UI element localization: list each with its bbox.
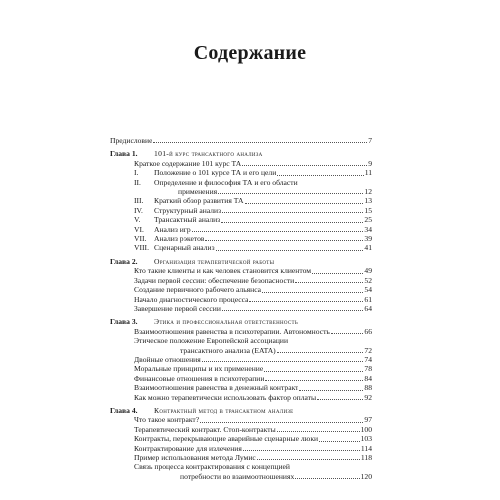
toc-entry-text xyxy=(134,285,261,294)
toc-entry xyxy=(110,415,372,424)
toc-entry-label: Взаимоотношения равенства в психотерапии. Автономность xyxy=(134,326,330,336)
toc-page-number: 118 xyxy=(360,453,372,462)
toc-entry-label: Трансактный анализ xyxy=(154,215,221,225)
toc-page-number: 7 xyxy=(368,136,372,145)
leader-dots xyxy=(221,222,363,223)
leader-dots xyxy=(218,193,363,194)
toc-entry xyxy=(110,462,372,471)
leader-dots xyxy=(216,250,364,251)
toc-entry xyxy=(110,187,372,196)
toc-entry-label: Пример использования метода Лумис xyxy=(134,453,256,462)
toc-entry-label: Определение и философия ТА и его области xyxy=(154,177,298,187)
toc-entry-text xyxy=(134,206,221,215)
toc-preface xyxy=(110,136,372,145)
toc-entry-label: Анализ рэкетов xyxy=(154,234,205,244)
toc-entry-text xyxy=(134,196,244,205)
leader-dots xyxy=(243,450,360,451)
leader-dots xyxy=(153,142,367,143)
toc-entry xyxy=(110,304,372,313)
leader-dots xyxy=(200,422,363,423)
leader-dots xyxy=(222,310,363,311)
toc-entry-text xyxy=(134,327,330,336)
toc-entry-text xyxy=(134,266,311,275)
toc-entry-label: Кто такие клиенты и как человек становится клиентом xyxy=(134,266,312,276)
toc-page-number: 64 xyxy=(364,303,372,313)
toc-entry-label: Сценарный анализ xyxy=(154,243,215,253)
roman-numeral: IV. xyxy=(134,205,143,215)
toc-entry xyxy=(110,215,372,224)
toc-chapter xyxy=(110,257,372,313)
leader-dots xyxy=(331,333,364,334)
toc-entry-text xyxy=(134,336,288,345)
toc-page-number: 72 xyxy=(364,345,372,355)
toc-entry-label: Структурный анализ xyxy=(154,205,222,215)
toc-entry-label: Как можно терапевтически использовать фактор оплаты xyxy=(134,392,317,402)
chapter-heading xyxy=(110,406,372,415)
toc-entry-text xyxy=(134,453,256,462)
toc-entry-label: Финансовые отношения в психотерапии xyxy=(134,373,265,383)
toc-entry-text xyxy=(134,374,264,383)
toc-entry-label: Двойные отношения xyxy=(134,354,201,364)
toc-entry xyxy=(110,374,372,383)
toc-entry-text xyxy=(134,415,199,424)
toc-entry-text xyxy=(134,295,248,304)
toc-entry-text xyxy=(134,215,220,224)
leader-dots xyxy=(205,240,363,241)
leader-dots xyxy=(295,282,363,283)
toc-entry xyxy=(110,472,372,481)
toc-entry-text xyxy=(134,168,276,177)
toc-page-number: 52 xyxy=(364,275,372,285)
toc-entry-label: Моральные принципы и их применение xyxy=(134,364,264,374)
toc-entry xyxy=(110,225,372,234)
toc-entry-text xyxy=(134,304,221,313)
toc-page-number: 34 xyxy=(364,224,372,234)
roman-numeral: II. xyxy=(134,177,141,187)
toc-page-number: 100 xyxy=(360,424,372,434)
toc-entry-label: Что такое контракт? xyxy=(134,415,200,425)
leader-dots xyxy=(277,175,363,176)
toc-page-number: 12 xyxy=(364,187,372,197)
toc-entry xyxy=(110,266,372,275)
toc-entry-text xyxy=(180,472,294,481)
toc-entry-label: потребности во взаимоотношениях xyxy=(180,471,295,481)
chapter-name: Контрактный метод в трансактном анализе xyxy=(154,405,294,415)
toc-chapter xyxy=(110,406,372,481)
toc-page-number: 88 xyxy=(364,383,372,393)
page-title: Содержание xyxy=(193,42,307,64)
toc-entry-label: Терапевтический контракт. Стоп-контракты xyxy=(134,424,276,434)
toc-entry xyxy=(110,168,372,177)
toc-page-number: 9 xyxy=(368,158,372,168)
toc-entry-label: применения xyxy=(178,187,218,197)
toc-entry xyxy=(110,346,372,355)
toc-entry-text xyxy=(134,276,294,285)
leader-dots xyxy=(257,459,360,460)
chapter-label: Глава 2. xyxy=(110,256,138,266)
leader-dots xyxy=(295,478,359,479)
toc-page-number: 78 xyxy=(364,364,372,374)
toc-entry-text xyxy=(134,234,204,243)
roman-numeral: VII. xyxy=(134,234,147,244)
toc-entry-text xyxy=(134,434,318,443)
toc-entry xyxy=(110,206,372,215)
toc-entry xyxy=(110,234,372,243)
toc-entry-label: Связь процесса контрактирования с концепцией xyxy=(134,462,290,472)
toc-entry-label: Анализ игр xyxy=(154,224,191,234)
chapter-label: Глава 4. xyxy=(110,405,138,415)
toc-entry-text xyxy=(134,364,263,373)
leader-dots xyxy=(264,371,363,372)
toc-entry xyxy=(110,383,372,392)
chapter-label: Глава 1. xyxy=(110,149,138,159)
toc-page-number: 114 xyxy=(360,443,372,453)
chapter-name: Этика и профессиональная ответственность xyxy=(154,317,299,327)
toc-entry xyxy=(110,444,372,453)
toc-page-number: 120 xyxy=(360,471,372,481)
leader-dots xyxy=(299,390,363,391)
toc-page-number: 84 xyxy=(364,373,372,383)
toc-entry-text xyxy=(134,462,290,471)
leader-dots xyxy=(242,165,367,166)
toc-entry xyxy=(110,327,372,336)
toc-entry-text xyxy=(134,355,201,364)
toc-page-number: 41 xyxy=(364,243,372,253)
toc-page-number: 66 xyxy=(364,326,372,336)
chapter-heading xyxy=(110,317,372,326)
toc-entry-label: Завершение первой сессии xyxy=(134,303,221,313)
leader-dots xyxy=(319,441,360,442)
toc-entry-label: Положение о 101 курсе ТА и его цели xyxy=(154,168,277,178)
toc-page-number: 49 xyxy=(364,266,372,276)
leader-dots xyxy=(277,352,364,353)
toc-page-number: 15 xyxy=(364,205,372,215)
toc-chapter xyxy=(110,317,372,402)
roman-numeral: III. xyxy=(134,196,144,206)
toc-entry-text xyxy=(134,383,298,392)
toc-entry-text xyxy=(134,444,242,453)
toc-entry xyxy=(110,393,372,402)
toc-entry xyxy=(110,336,372,345)
toc-entry-label: Краткий обзор развития ТА xyxy=(154,196,244,206)
roman-numeral: I. xyxy=(134,168,139,178)
toc-entry xyxy=(110,196,372,205)
leader-dots xyxy=(317,399,363,400)
toc-entry-label: Этическое положение Европейской ассоциации xyxy=(134,336,289,346)
roman-numeral: VI. xyxy=(134,224,144,234)
toc-entry-text xyxy=(134,159,241,168)
chapter-heading xyxy=(110,149,372,158)
leader-dots xyxy=(249,301,363,302)
leader-dots xyxy=(245,203,364,204)
toc-entry-text xyxy=(134,178,298,187)
roman-numeral: VIII. xyxy=(134,243,149,253)
toc-entry xyxy=(110,285,372,294)
toc-page-number: 39 xyxy=(364,234,372,244)
chapter-heading xyxy=(110,257,372,266)
toc-entry-label: Начало диагностического процесса xyxy=(134,294,249,304)
leader-dots xyxy=(222,212,363,213)
toc-entry-label: трансактного анализа (EATA) xyxy=(180,345,276,355)
toc-entry xyxy=(110,159,372,168)
leader-dots xyxy=(265,380,363,381)
toc-page-number: 11 xyxy=(364,168,372,178)
leader-dots xyxy=(192,231,364,232)
toc-entry-label: Контракты, перекрывающие аварийные сценарные люки xyxy=(134,434,319,444)
leader-dots xyxy=(277,431,360,432)
toc-entry-text xyxy=(180,346,276,355)
toc-entry-label: Задачи первой сессии: обеспечение безопасности xyxy=(134,275,295,285)
toc-page-number: 61 xyxy=(364,294,372,304)
toc-page-number: 13 xyxy=(364,196,372,206)
leader-dots xyxy=(202,361,364,362)
leader-dots xyxy=(262,292,363,293)
toc-page-number: 103 xyxy=(360,434,372,444)
toc-entry-text xyxy=(134,425,276,434)
toc-page-number: 25 xyxy=(364,215,372,225)
toc-page-number: 97 xyxy=(364,415,372,425)
toc-entry-label: Взаимоотношения равенства в денежный контракт xyxy=(134,383,299,393)
toc-entry-label: Создание первичного рабочего альянса xyxy=(134,285,262,295)
chapter-name: Организация терапевтической работы xyxy=(154,256,275,266)
toc-entry xyxy=(110,276,372,285)
toc-entry xyxy=(110,453,372,462)
toc-entry xyxy=(110,434,372,443)
toc-entry xyxy=(110,364,372,373)
table-of-contents xyxy=(110,136,372,481)
toc-entry xyxy=(110,243,372,252)
toc-entry-text xyxy=(178,187,217,196)
toc-entry-text: Предисловие xyxy=(110,136,153,145)
toc-entry-label: Контрактирование для излечения xyxy=(134,443,242,453)
toc-entry-label: Краткое содержание 101 курс ТА xyxy=(134,158,242,168)
toc-entry xyxy=(110,295,372,304)
toc-chapters xyxy=(110,149,372,481)
chapter-label: Глава 3. xyxy=(110,317,138,327)
toc-entry-text xyxy=(134,393,316,402)
toc-page-number: 92 xyxy=(364,392,372,402)
toc-page-number: 54 xyxy=(364,285,372,295)
toc-chapter xyxy=(110,149,372,252)
toc-entry-text xyxy=(134,225,191,234)
toc-entry xyxy=(110,355,372,364)
leader-dots xyxy=(312,273,363,274)
roman-numeral: V. xyxy=(134,215,141,225)
chapter-name: 101-й курс трансактного анализа xyxy=(154,149,263,159)
toc-page-number: 74 xyxy=(364,354,372,364)
toc-entry xyxy=(110,178,372,187)
toc-entry-text xyxy=(134,243,215,252)
toc-entry xyxy=(110,425,372,434)
